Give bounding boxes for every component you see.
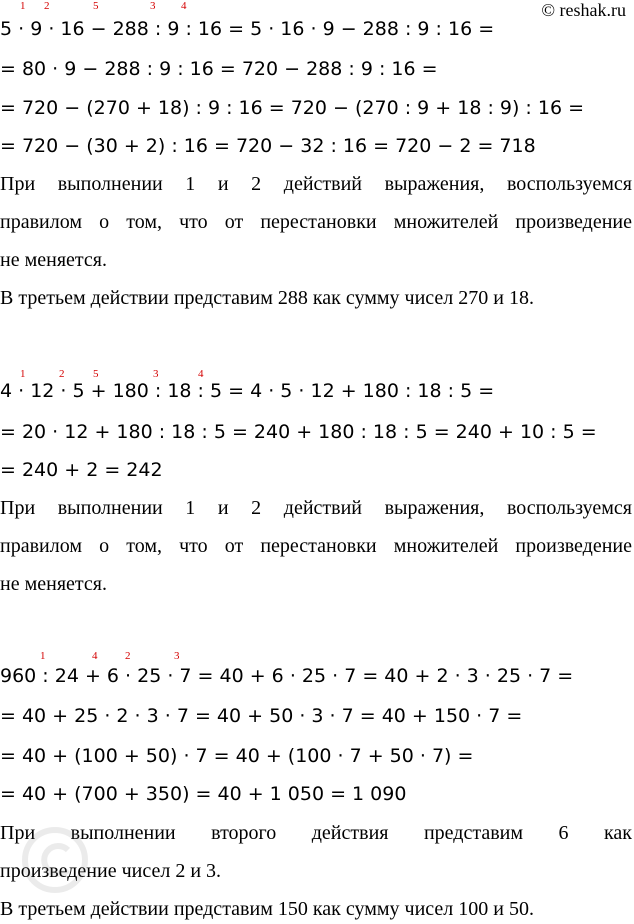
- step-number: 3: [174, 650, 180, 662]
- step-number: 3: [150, 0, 156, 12]
- explanation-line: произведение чисел 2 и 3.: [0, 860, 222, 882]
- step-number: 1: [40, 650, 46, 662]
- expression-line: = 40 + (100 + 50) · 7 = 40 + (100 · 7 + 50 · 7) =: [0, 745, 474, 767]
- expression-line: = 80 · 9 − 288 : 9 : 16 = 720 − 288 : 9 : 16 =: [0, 58, 438, 80]
- explanation-line: При выполнении 1 и 2 действий выражения, воспользуемся: [0, 497, 632, 519]
- expression-line: = 720 − (30 + 2) : 16 = 720 − 32 : 16 = 720 − 2 = 718: [0, 135, 536, 157]
- expression-line: = 20 · 12 + 180 : 18 : 5 = 240 + 180 : 18 : 5 = 240 + 10 : 5 =: [0, 421, 597, 443]
- watermark: © reshak.ru: [541, 0, 626, 20]
- explanation-line: правилом о том, что от перестановки множителей произведение: [0, 211, 632, 233]
- explanation-line: не меняется.: [0, 249, 107, 271]
- explanation-line: При выполнении 1 и 2 действий выражения, воспользуемся: [0, 173, 632, 195]
- step-number: 3: [153, 368, 159, 380]
- explanation-line: В третьем действии представим 150 как сумму чисел 100 и 50.: [0, 898, 534, 920]
- expression-line: 4 · 12 · 5 + 180 : 18 : 5 = 4 · 5 · 12 + 180 : 18 : 5 =: [0, 380, 495, 402]
- explanation-line: В третьем действии представим 288 как сумму чисел 270 и 18.: [0, 287, 534, 309]
- expression-line: = 40 + (700 + 350) = 40 + 1 050 = 1 090: [0, 783, 407, 805]
- expression-line: = 240 + 2 = 242: [0, 459, 163, 481]
- step-number: 2: [59, 368, 65, 380]
- explanation-line: не меняется.: [0, 573, 107, 595]
- step-number: 5: [93, 0, 99, 12]
- step-number: 1: [20, 368, 26, 380]
- step-number: 4: [92, 650, 98, 662]
- expression-line: = 40 + 25 · 2 · 3 · 7 = 40 + 50 · 3 · 7 = 40 + 150 · 7 =: [0, 705, 523, 727]
- expression-line: 5 · 9 · 16 − 288 : 9 : 16 = 5 · 16 · 9 − 288 : 9 : 16 =: [0, 18, 495, 40]
- step-number: 2: [44, 0, 50, 12]
- step-number: 4: [198, 368, 204, 380]
- step-number: 1: [20, 0, 26, 12]
- explanation-line: правилом о том, что от перестановки множителей произведение: [0, 535, 632, 557]
- expression-line: = 720 − (270 + 18) : 9 : 16 = 720 − (270 : 9 + 18 : 9) : 16 =: [0, 97, 584, 119]
- step-number: 4: [181, 0, 187, 12]
- expression-line: 960 : 24 + 6 · 25 · 7 = 40 + 6 · 25 · 7 = 40 + 2 · 3 · 25 · 7 =: [0, 665, 574, 687]
- step-number: 5: [93, 368, 99, 380]
- step-number: 2: [125, 650, 131, 662]
- explanation-line: При выполнении второго действия представим 6 как: [0, 822, 632, 844]
